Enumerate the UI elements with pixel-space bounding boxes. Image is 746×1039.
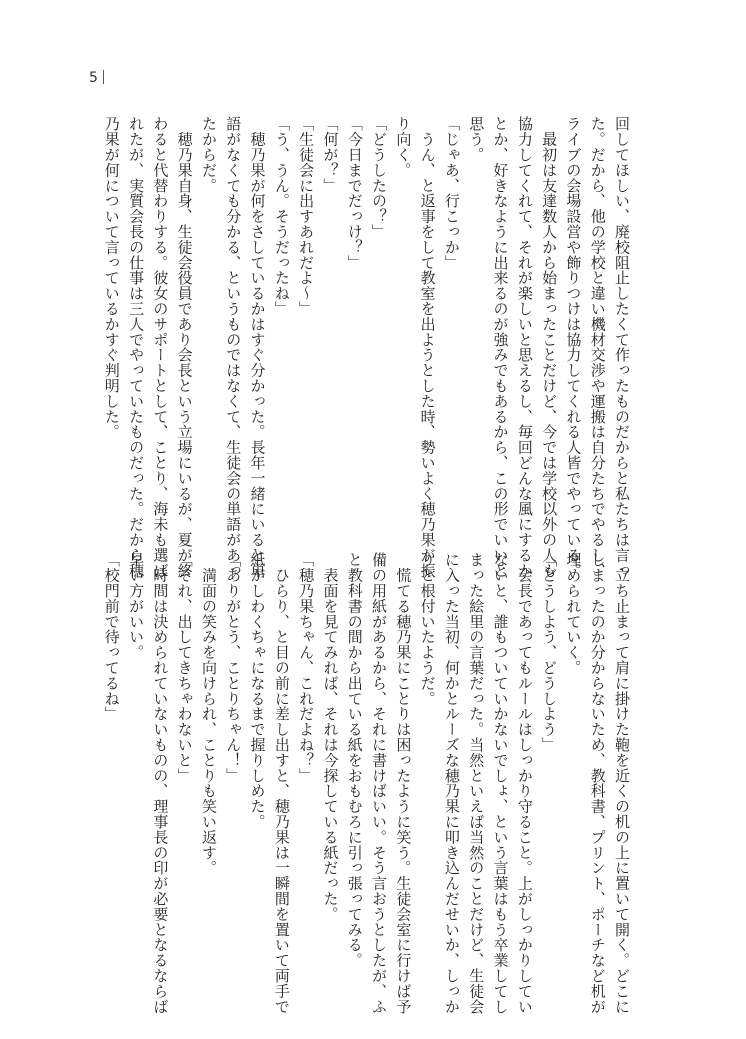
text-line-top: 「じゃあ、行こっか」 bbox=[442, 116, 461, 270]
text-line-top: 穂乃果が何をさしているかはすぐ分かった。長年一緒にいると単 bbox=[248, 116, 267, 578]
text-line-bottom: 「ありがとう、ことりちゃん！」 bbox=[224, 552, 243, 783]
text-line-bottom: と教科書の間から出ている紙をおもむろに引っ張ってみる。 bbox=[345, 552, 364, 968]
text-line-bottom: 満面の笑みを向けられ、ことりも笑い返す。 bbox=[199, 552, 218, 876]
text-line-top: 「どうしたの？」 bbox=[370, 116, 389, 240]
text-line-bottom: 立ち止まって肩に掛けた鞄を近くの机の上に置いて開く。どこに bbox=[613, 552, 631, 1014]
text-line-bottom: りと根付いたようだ。 bbox=[418, 552, 437, 706]
text-line-bottom: 備の用紙があるから、それに書けばいい。そう言おうとしたが、ふ bbox=[370, 552, 389, 1014]
text-line-top: 穂乃果自身、生徒会役員であり会長という立場にいるが、夏が終 bbox=[175, 116, 194, 578]
text-line-top: 思う。 bbox=[467, 116, 486, 163]
page-number-divider bbox=[103, 70, 104, 84]
text-line-top: とか、好きなように出来るのが強みでもあるから、この形でいいと bbox=[491, 116, 510, 578]
text-line-bottom: 慌てる穂乃果にことりは困ったように笑う。生徒会室に行けば予 bbox=[394, 552, 413, 1014]
text-line-top: 「何が？」 bbox=[321, 116, 340, 193]
text-line-top: わると代替わりする。彼女のサポートとして、ことり、海未も選ば bbox=[151, 116, 170, 578]
text-line-top: り向く。 bbox=[394, 116, 413, 178]
text-line-bottom: 「穂乃果ちゃん、これだよね？」 bbox=[297, 552, 316, 783]
text-line-top: たからだ。 bbox=[199, 116, 218, 193]
text-line-top: 「今日までだっけ？」 bbox=[345, 116, 364, 270]
text-block-top bbox=[99, 116, 634, 578]
text-line-bottom: まった絵里の言葉だった。当然といえば当然のことだけど、生徒会 bbox=[467, 552, 486, 1014]
text-line-bottom: 紙がしわくちゃになるまで握りしめた。 bbox=[248, 552, 267, 830]
text-line-bottom: 「校門前で待ってるね」 bbox=[102, 552, 121, 722]
text-line-bottom: ひらり、と目の前に差し出すと、穂乃果は一瞬間を置いて両手で bbox=[272, 552, 291, 1014]
text-line-bottom: ないと、誰もついていかないでしょ、という言葉はもう卒業してし bbox=[491, 552, 510, 1014]
text-line-top: れたが、実質会長の仕事は三人でやっていたものだった。だから穂 bbox=[127, 116, 146, 578]
text-line-bottom: 埋められていく。 bbox=[564, 552, 583, 676]
text-line-top: 乃果が何について言っているかすぐ判明した。 bbox=[102, 116, 121, 440]
page-number bbox=[89, 70, 104, 86]
text-line-top: うん、と返事をして教室を出ようとした時、勢いよく穂乃果が振 bbox=[418, 116, 437, 578]
text-line-top: た。だから、他の学校と違い機材交渉や運搬は自分たちでやるし、 bbox=[588, 116, 607, 578]
text-line-bottom: 時間は決められていないものの、理事長の印が必要となるならば bbox=[151, 552, 170, 1014]
text-line-bottom: 会長であってもルールはしっかり守ること。上がしっかりしてい bbox=[515, 552, 534, 1014]
text-line-bottom: 「それ、出してきちゃわないと」 bbox=[175, 552, 194, 783]
text-block-bottom bbox=[99, 552, 634, 1014]
text-line-top: 協力してくれて、それが楽しいと思えるし、毎回どんな風にするか bbox=[515, 116, 534, 578]
text-line-bottom: 早い方がいい。 bbox=[127, 552, 146, 660]
text-line-top: 「う、うん。そうだったね」 bbox=[272, 116, 291, 317]
text-line-bottom: に入った当初、何かとルーズな穂乃果に叩き込んだせいか、しっか bbox=[442, 552, 461, 1014]
text-line-bottom: しまったのか分からないため、教科書、プリント、ポーチなど机が bbox=[588, 552, 607, 1014]
text-line-top: ライブの会場設営や飾りつけは協力してくれる人皆でやっている。 bbox=[564, 116, 583, 578]
text-line-top: 最初は友達数人から始まったことだけど、今では学校以外の人も bbox=[540, 116, 559, 578]
text-line-bottom: 「どうしよう、どうしよう」 bbox=[540, 552, 559, 753]
page-number-value: 5 bbox=[89, 70, 99, 86]
text-line-top: 「生徒会に出すあれだよ〜」 bbox=[297, 116, 316, 317]
text-line-top: 語がなくても分かる、というものではなくて、生徒会の単語があっ bbox=[224, 116, 243, 578]
text-line-top: 回してほしい、廃校阻止したくて作ったものだからと私たちは言っ bbox=[613, 116, 631, 578]
text-line-bottom: 表面を見てみれば、それは今探している紙だった。 bbox=[321, 552, 340, 922]
